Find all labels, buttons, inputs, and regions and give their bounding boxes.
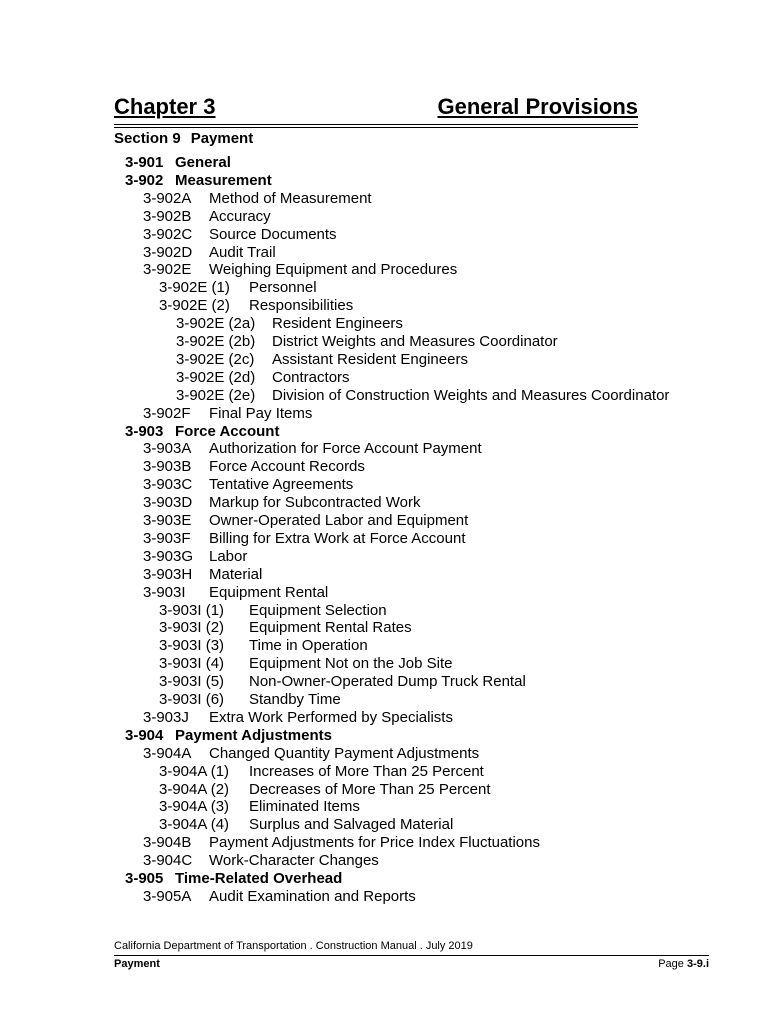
- toc-entry-number: 3-904A (1): [159, 762, 230, 780]
- toc-entry-title: Changed Quantity Payment Adjustments: [209, 744, 480, 762]
- toc-entry-title: Assistant Resident Engineers: [272, 350, 468, 368]
- toc-entry-title: Weighing Equipment and Procedures: [209, 261, 458, 279]
- toc-entry-number: 3-902E (2): [159, 297, 230, 315]
- toc-entry-number: 3-904A (4): [159, 816, 230, 834]
- toc-entry-number: 3-902E (2a): [176, 315, 256, 333]
- toc-entry: [143, 494, 420, 512]
- toc-entry-title: General: [175, 154, 231, 171]
- toc-entry-number: 3-903I (3): [159, 637, 225, 655]
- toc-entry-number: 3-903F: [143, 529, 191, 547]
- toc-entry-number: 3-903I (2): [159, 619, 225, 637]
- toc-entry: [159, 602, 387, 620]
- chapter-title: Chapter 3: [114, 94, 216, 119]
- toc-entry-title: Equipment Rental Rates: [249, 619, 412, 637]
- footer-divider: [114, 955, 709, 956]
- toc-entry: [143, 226, 337, 244]
- toc-entry-number: 3-903I (5): [159, 673, 225, 691]
- toc-entry-title: Contractors: [272, 368, 350, 386]
- toc-entry-number: 3-903I (4): [159, 655, 225, 673]
- page-header: [114, 94, 638, 125]
- toc-entry: [143, 244, 276, 262]
- toc-entry-number: 3-904C: [143, 852, 193, 870]
- toc-entry: [143, 476, 353, 494]
- toc-entry: [176, 351, 468, 369]
- toc-entry: [125, 154, 231, 172]
- toc-entry: [176, 387, 669, 405]
- toc-entry-title: Method of Measurement: [209, 189, 372, 207]
- toc-entry-title: Division of Construction Weights and Measures Coordinator: [272, 386, 670, 404]
- toc-entry: [143, 745, 479, 763]
- toc-entry-number: 3-903H: [143, 565, 193, 583]
- toc-entry-number: 3-903: [125, 422, 164, 440]
- toc-entry-title: Owner-Operated Labor and Equipment: [209, 512, 469, 529]
- toc-entry: [125, 870, 342, 888]
- toc-entry-number: 3-904B: [143, 834, 192, 852]
- toc-entry-number: 3-902E (1): [159, 279, 230, 297]
- toc-entry-title: Personnel: [249, 279, 317, 297]
- toc-entry: [143, 584, 328, 602]
- toc-entry: [176, 315, 403, 333]
- toc-entry-title: Time in Operation: [249, 637, 368, 655]
- footer-page: [658, 958, 709, 970]
- toc-entry: [159, 798, 360, 816]
- toc-entry-number: 3-902B: [143, 207, 192, 225]
- toc-entry-number: 3-903I: [143, 583, 186, 601]
- toc-entry-title: Accuracy: [209, 207, 271, 225]
- toc-entry-number: 3-902D: [143, 243, 193, 261]
- toc-entry-title: Increases of More Than 25 Percent: [249, 762, 484, 780]
- toc-entry-title: Markup for Subcontracted Work: [209, 494, 421, 512]
- toc-entry: [159, 637, 368, 655]
- toc-entry-title: Decreases of More Than 25 Percent: [249, 780, 491, 798]
- section-label: Section 9: [114, 130, 181, 147]
- toc-entry-title: Final Pay Items: [209, 404, 313, 422]
- toc-entry-title: Payment Adjustments: [175, 726, 332, 744]
- toc-entry-number: 3-903D: [143, 494, 193, 512]
- toc-entry-title: Surplus and Salvaged Material: [249, 816, 454, 834]
- toc-entry: [143, 852, 379, 870]
- footer-publisher: California Department of Transportation . Construction Manual . July 2019: [114, 940, 473, 952]
- toc-entry-title: Standby Time: [249, 691, 341, 708]
- toc-entry-title: Work-Character Changes: [209, 852, 379, 870]
- toc-entry: [143, 888, 416, 906]
- toc-entry-title: Billing for Extra Work at Force Account: [209, 529, 466, 547]
- toc-entry: [143, 548, 247, 566]
- toc-entry-title: Force Account Records: [209, 458, 365, 476]
- toc-entry: [176, 333, 558, 351]
- toc-entry-title: Equipment Rental: [209, 583, 329, 601]
- toc-entry-title: Measurement: [175, 171, 272, 189]
- toc-entry: [143, 208, 271, 226]
- toc-entry: [143, 405, 312, 423]
- toc-entry-number: 3-903I (1): [159, 601, 225, 619]
- toc-entry: [159, 297, 353, 315]
- toc-entry: [143, 190, 372, 208]
- toc-entry: [159, 673, 526, 691]
- toc-entry-number: 3-904A: [143, 744, 192, 762]
- toc-entry: [125, 423, 279, 441]
- toc-entry: [143, 512, 468, 530]
- toc-entry-number: 3-904A (2): [159, 780, 230, 798]
- toc-entry-number: 3-902E (2c): [176, 350, 255, 368]
- toc-entry-title: Material: [209, 565, 263, 583]
- toc-entry-number: 3-902A: [143, 189, 192, 207]
- toc-entry-number: 3-902F: [143, 404, 191, 422]
- section-title: Payment: [190, 130, 254, 147]
- toc-entry: [125, 727, 332, 745]
- toc-entry-title: Tentative Agreements: [209, 476, 354, 494]
- toc-entry-number: 3-903A: [143, 440, 192, 458]
- toc-entry-title: Source Documents: [209, 225, 337, 243]
- toc-entry-title: Force Account: [175, 422, 280, 440]
- toc-entry: [143, 261, 457, 279]
- toc-entry-number: 3-902: [125, 171, 164, 189]
- toc-entry-number: 3-902E (2e): [176, 386, 256, 404]
- toc-entry-number: 3-905A: [143, 887, 192, 905]
- toc-entry: [143, 440, 482, 458]
- toc-entry-number: 3-905: [125, 870, 164, 887]
- toc-entry-number: 3-901: [125, 154, 164, 171]
- toc-entry-title: Extra Work Performed by Specialists: [209, 708, 453, 726]
- toc-entry-number: 3-903I (6): [159, 691, 225, 708]
- toc-entry-title: Non-Owner-Operated Dump Truck Rental: [249, 673, 526, 691]
- toc-entry: [143, 458, 365, 476]
- toc-entry-number: 3-903C: [143, 476, 193, 494]
- toc-entry-title: Payment Adjustments for Price Index Fluctuations: [209, 834, 540, 852]
- toc-entry-title: Authorization for Force Account Payment: [209, 440, 482, 458]
- toc-entry: [159, 655, 452, 673]
- toc-entry-number: 3-903J: [143, 708, 189, 726]
- footer-section: Payment: [114, 958, 160, 970]
- section-heading: [114, 130, 253, 147]
- toc-entry: [125, 172, 272, 190]
- toc-entry-title: Time-Related Overhead: [175, 870, 343, 887]
- toc-entry-title: Resident Engineers: [272, 315, 403, 333]
- toc-entry: [159, 781, 491, 799]
- toc-entry-number: 3-902C: [143, 225, 193, 243]
- toc-entry: [143, 709, 453, 727]
- toc-entry-title: Labor: [209, 547, 248, 565]
- toc-entry: [143, 834, 540, 852]
- toc-entry-title: Equipment Not on the Job Site: [249, 655, 453, 673]
- toc-entry-number: 3-902E (2d): [176, 368, 256, 386]
- toc-entry: [176, 369, 350, 387]
- toc-entry: [159, 816, 453, 834]
- toc-entry-title: Eliminated Items: [249, 798, 360, 816]
- chapter-subject: General Provisions: [437, 94, 638, 119]
- toc-entry-number: 3-902E: [143, 261, 192, 279]
- toc-entry-number: 3-903G: [143, 547, 194, 565]
- toc-entry-number: 3-903E: [143, 512, 192, 529]
- toc-entry-number: 3-904A (3): [159, 798, 230, 816]
- toc-entry-title: Audit Examination and Reports: [209, 887, 416, 905]
- toc-entry: [159, 619, 412, 637]
- toc-entry: [159, 691, 341, 709]
- toc-entry-number: 3-902E (2b): [176, 333, 256, 350]
- toc-entry: [159, 763, 484, 781]
- toc-entry-title: Responsibilities: [249, 297, 354, 315]
- toc-entry-title: District Weights and Measures Coordinator: [272, 333, 558, 350]
- toc-entry-number: 3-904: [125, 726, 164, 744]
- footer-page-number: 3-9.i: [686, 958, 709, 970]
- toc-entry: [159, 279, 317, 297]
- toc-entry-number: 3-903B: [143, 458, 192, 476]
- toc-entry: [143, 530, 466, 548]
- toc-entry-title: Equipment Selection: [249, 601, 387, 619]
- toc-entry: [143, 566, 262, 584]
- toc-entry-title: Audit Trail: [209, 243, 276, 261]
- footer-page-label: Page: [658, 958, 684, 970]
